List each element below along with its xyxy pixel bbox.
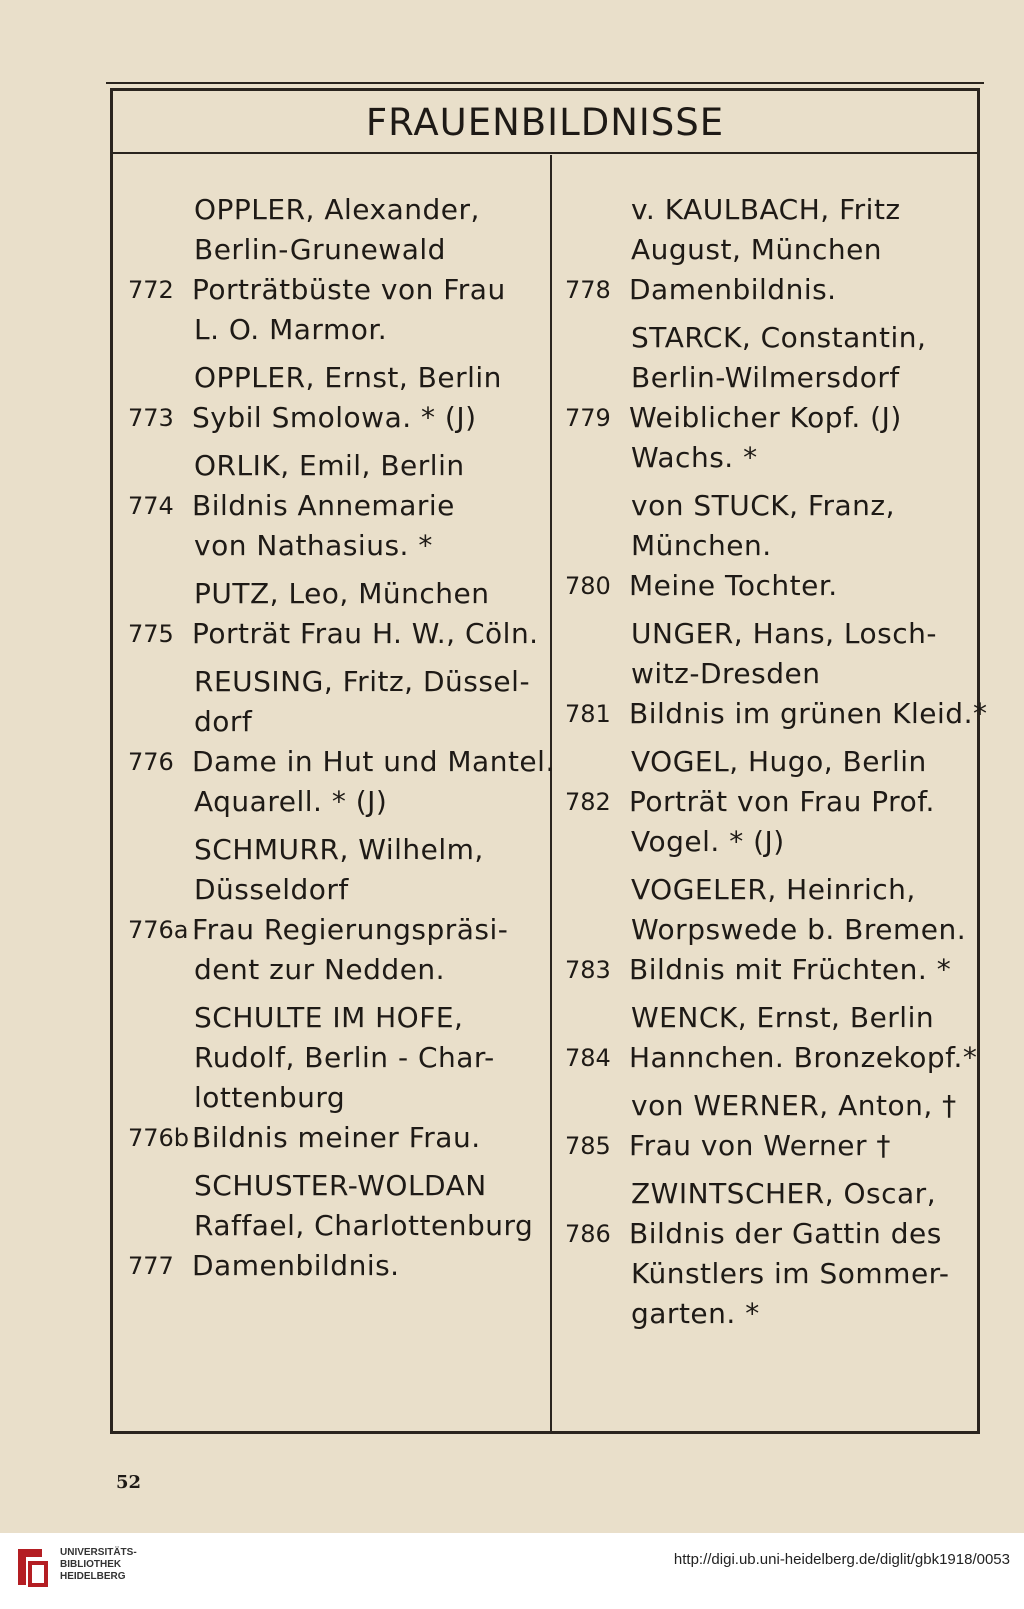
work-title-continued: L. O. Marmor. <box>194 313 388 346</box>
catalog-entry <box>565 318 975 478</box>
work-title-continued: Aquarell. * (J) <box>194 785 388 818</box>
artist-line: STARCK, Constantin, <box>631 321 927 354</box>
artist-line: SCHULTE IM HOFE, <box>194 1001 464 1034</box>
work-title: Meine Tochter. <box>629 569 838 602</box>
work-title: Porträt Frau H. W., Cöln. <box>192 617 539 650</box>
artist-line: VOGELER, Heinrich, <box>631 873 916 906</box>
work-title: Weiblicher Kopf. (J) <box>629 401 902 434</box>
work-row <box>128 398 548 438</box>
work-title: Bildnis mit Früchten. * <box>629 953 952 986</box>
work-row <box>128 742 555 782</box>
catalog-entry <box>565 742 975 862</box>
catalog-entry <box>128 358 548 438</box>
work-row <box>128 1118 548 1158</box>
work-title-continued: garten. * <box>631 1297 760 1330</box>
work-row <box>128 486 548 526</box>
artist-line: Rudolf, Berlin - Char- <box>194 1041 495 1074</box>
work-row <box>128 910 548 950</box>
artist-line: Raffael, Charlottenburg <box>194 1209 534 1242</box>
catalog-number: 774 <box>128 492 174 520</box>
catalog-number: 779 <box>565 404 611 432</box>
work-title: Porträt von Frau Prof. <box>629 785 935 818</box>
catalog-entry <box>128 662 555 822</box>
work-row <box>128 1246 548 1286</box>
artist-line: v. KAULBACH, Fritz <box>631 193 901 226</box>
catalog-number: 777 <box>128 1252 174 1280</box>
work-title-continued: Wachs. * <box>631 441 758 474</box>
library-logo-text <box>60 1547 137 1583</box>
work-title-continued: Künstlers im Sommer- <box>631 1257 950 1290</box>
artist-line: Berlin-Grunewald <box>194 233 446 266</box>
artist-line: PUTZ, Leo, München <box>194 577 490 610</box>
work-row <box>565 1214 975 1254</box>
catalog-entry <box>128 830 548 990</box>
catalog-entry <box>128 190 548 350</box>
catalog-entry <box>565 614 988 734</box>
catalog-number: 776b <box>128 1124 190 1152</box>
catalog-entry <box>565 870 975 990</box>
artist-line: August, München <box>631 233 883 266</box>
work-title: Bildnis der Gattin des <box>629 1217 942 1250</box>
page-title: FRAUENBILDNISSE <box>113 94 977 154</box>
artist-line: München. <box>631 529 772 562</box>
library-logo-icon <box>12 1543 52 1591</box>
library-footer <box>0 1533 1024 1609</box>
catalog-entry <box>128 446 548 566</box>
work-title: Bildnis meiner Frau. <box>192 1121 481 1154</box>
artist-line: dorf <box>194 705 253 738</box>
catalog-number: 781 <box>565 700 611 728</box>
catalog-number: 784 <box>565 1044 611 1072</box>
artist-line: Berlin-Wilmersdorf <box>631 361 900 394</box>
catalog-number: 780 <box>565 572 611 600</box>
catalog-number: 772 <box>128 276 174 304</box>
source-url-link[interactable]: http://digi.ub.uni-heidelberg.de/diglit/gbk1918/0053 <box>673 1551 1010 1568</box>
logo-line: HEIDELBERG <box>60 1571 126 1582</box>
artist-line: OPPLER, Ernst, Berlin <box>194 361 502 394</box>
artist-line: UNGER, Hans, Losch- <box>631 617 938 650</box>
logo-line: UNIVERSITÄTS- <box>60 1547 137 1558</box>
catalog-entry <box>565 1174 975 1334</box>
work-title-continued: Vogel. * (J) <box>631 825 785 858</box>
work-title: Sybil Smolowa. * (J) <box>192 401 477 434</box>
artist-line: von STUCK, Franz, <box>631 489 896 522</box>
catalog-number: 776 <box>128 748 174 776</box>
work-row <box>565 782 975 822</box>
work-row <box>128 614 548 654</box>
catalog-number: 778 <box>565 276 611 304</box>
work-row <box>565 694 988 734</box>
work-row <box>565 566 975 606</box>
catalog-number: 782 <box>565 788 611 816</box>
artist-line: ORLIK, Emil, Berlin <box>194 449 465 482</box>
work-title: Bildnis im grünen Kleid.* <box>629 697 988 730</box>
column-divider <box>550 155 552 1431</box>
catalog-number: 785 <box>565 1132 611 1160</box>
catalog-number: 775 <box>128 620 174 648</box>
right-column <box>565 190 988 1342</box>
work-title: Damenbildnis. <box>629 273 837 306</box>
catalog-entry <box>128 574 548 654</box>
work-title: Dame in Hut und Mantel. <box>192 745 555 778</box>
artist-line: WENCK, Ernst, Berlin <box>631 1001 935 1034</box>
artist-line: witz-Dresden <box>631 657 821 690</box>
work-row <box>565 950 975 990</box>
artist-line: Worpswede b. Bremen. <box>631 913 967 946</box>
artist-line: von WERNER, Anton, † <box>631 1089 957 1122</box>
work-title: Frau Regierungspräsi- <box>192 913 509 946</box>
catalog-entry <box>565 190 975 310</box>
work-row <box>565 1038 978 1078</box>
artist-line: SCHMURR, Wilhelm, <box>194 833 484 866</box>
catalog-entry <box>128 998 548 1158</box>
work-title: Porträtbüste von Frau <box>192 273 506 306</box>
work-title: Frau von Werner † <box>629 1129 891 1162</box>
artist-line: SCHUSTER-WOLDAN <box>194 1169 487 1202</box>
work-row <box>128 270 548 310</box>
work-row <box>565 1126 975 1166</box>
work-title: Bildnis Annemarie <box>192 489 455 522</box>
frame-top-rule <box>106 82 984 84</box>
artist-line: lottenburg <box>194 1081 346 1114</box>
page-number: 52 <box>116 1472 142 1493</box>
work-title-continued: dent zur Nedden. <box>194 953 446 986</box>
catalog-entry <box>565 486 975 606</box>
artist-line: OPPLER, Alexander, <box>194 193 480 226</box>
artist-line: Düsseldorf <box>194 873 349 906</box>
work-title-continued: von Nathasius. * <box>194 529 433 562</box>
work-row <box>565 398 975 438</box>
work-title: Damenbildnis. <box>192 1249 400 1282</box>
catalog-number: 776a <box>128 916 189 944</box>
catalog-number: 786 <box>565 1220 611 1248</box>
catalog-number: 783 <box>565 956 611 984</box>
catalog-entry <box>128 1166 548 1286</box>
catalog-entry <box>565 998 978 1078</box>
catalog-number: 773 <box>128 404 174 432</box>
artist-line: VOGEL, Hugo, Berlin <box>631 745 927 778</box>
artist-line: REUSING, Fritz, Düssel- <box>194 665 531 698</box>
artist-line: ZWINTSCHER, Oscar, <box>631 1177 937 1210</box>
work-row <box>565 270 975 310</box>
catalog-entry <box>565 1086 975 1166</box>
work-title: Hannchen. Bronzekopf.* <box>629 1041 978 1074</box>
logo-line: BIBLIOTHEK <box>60 1559 122 1570</box>
left-column <box>128 190 555 1294</box>
